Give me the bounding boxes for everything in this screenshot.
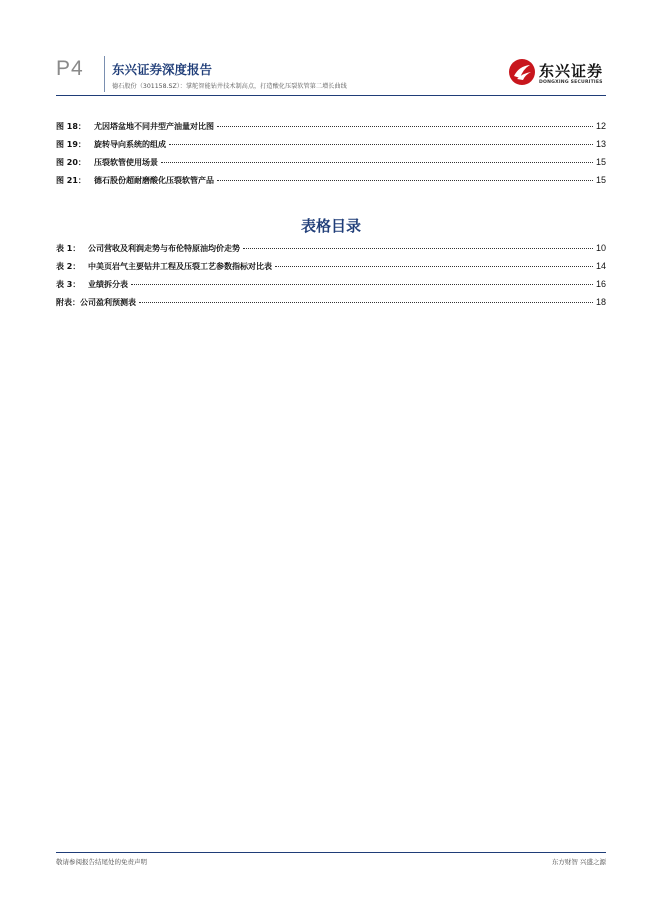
toc-entry-page: 14: [595, 261, 606, 271]
toc-entry-prefix: 图 20：: [56, 158, 86, 167]
toc-leader-dots: [169, 144, 593, 145]
report-type-title: 东兴证券深度报告: [112, 62, 213, 77]
toc-entry-prefix: 表 1：: [56, 244, 81, 253]
toc-entry-page: 12: [595, 121, 606, 131]
figure-toc: [56, 121, 606, 193]
table-toc: [56, 243, 606, 315]
toc-leader-dots: [139, 302, 593, 303]
toc-entry-title: 公司营收及利润走势与布伦特原油均价走势: [88, 244, 240, 253]
footer-disclaimer: 敬请参阅报告结尾处的免责声明: [56, 858, 147, 866]
toc-entry-title: 压裂软管使用场景: [94, 158, 158, 167]
toc-entry-figure-21[interactable]: [56, 175, 606, 193]
toc-entry-page: 16: [595, 279, 606, 289]
toc-entry-appendix-table[interactable]: [56, 297, 606, 315]
table-toc-heading: 表格目录: [300, 217, 361, 235]
logo-text-en: DONGXING SECURITIES: [539, 80, 603, 85]
toc-entry-page: 15: [595, 175, 606, 185]
report-subtitle: 德石股份（301158.SZ）：掌舵智能钻井技术制高点，打造酸化压裂软管第二增长曲线: [112, 83, 347, 90]
toc-entry-prefix: 附表：: [56, 298, 80, 307]
toc-entry-page: 15: [595, 157, 606, 167]
header-divider: [104, 56, 105, 92]
toc-entry-page: 18: [595, 297, 606, 307]
toc-entry-prefix: 图 18：: [56, 122, 86, 131]
company-logo: [508, 58, 618, 92]
toc-entry-title: 德石股份超耐磨酸化压裂软管产品: [94, 176, 214, 185]
toc-entry-title: 尤因塔盆地不同井型产油量对比图: [94, 122, 214, 131]
toc-entry-prefix: 表 2：: [56, 262, 81, 271]
toc-leader-dots: [131, 284, 593, 285]
header-rule: [56, 95, 606, 96]
footer-rule: [56, 852, 606, 853]
footer-slogan: 东方财智 兴盛之源: [551, 858, 606, 866]
toc-entry-prefix: 图 19：: [56, 140, 86, 149]
logo-text-cn: 东兴证券: [539, 62, 604, 80]
toc-entry-title: 业绩拆分表: [88, 280, 128, 289]
toc-entry-figure-19[interactable]: [56, 139, 606, 157]
toc-entry-table-1[interactable]: [56, 243, 606, 261]
dongxing-logo-icon: [508, 58, 536, 86]
toc-entry-title: 公司盈利预测表: [80, 298, 136, 307]
toc-entry-prefix: 图 21：: [56, 176, 86, 185]
toc-leader-dots: [161, 162, 593, 163]
toc-entry-figure-18[interactable]: [56, 121, 606, 139]
toc-leader-dots: [217, 180, 593, 181]
toc-leader-dots: [275, 266, 593, 267]
toc-entry-title: 中美页岩气主要钻井工程及压裂工艺参数指标对比表: [88, 262, 272, 271]
toc-entry-title: 旋转导向系统的组成: [94, 140, 166, 149]
toc-entry-page: 13: [595, 139, 606, 149]
toc-entry-table-3[interactable]: [56, 279, 606, 297]
toc-entry-figure-20[interactable]: [56, 157, 606, 175]
toc-entry-table-2[interactable]: [56, 261, 606, 279]
toc-entry-prefix: 表 3：: [56, 280, 81, 289]
toc-leader-dots: [217, 126, 593, 127]
toc-entry-page: 10: [595, 243, 606, 253]
page-number: P4: [56, 57, 84, 80]
toc-leader-dots: [243, 248, 593, 249]
